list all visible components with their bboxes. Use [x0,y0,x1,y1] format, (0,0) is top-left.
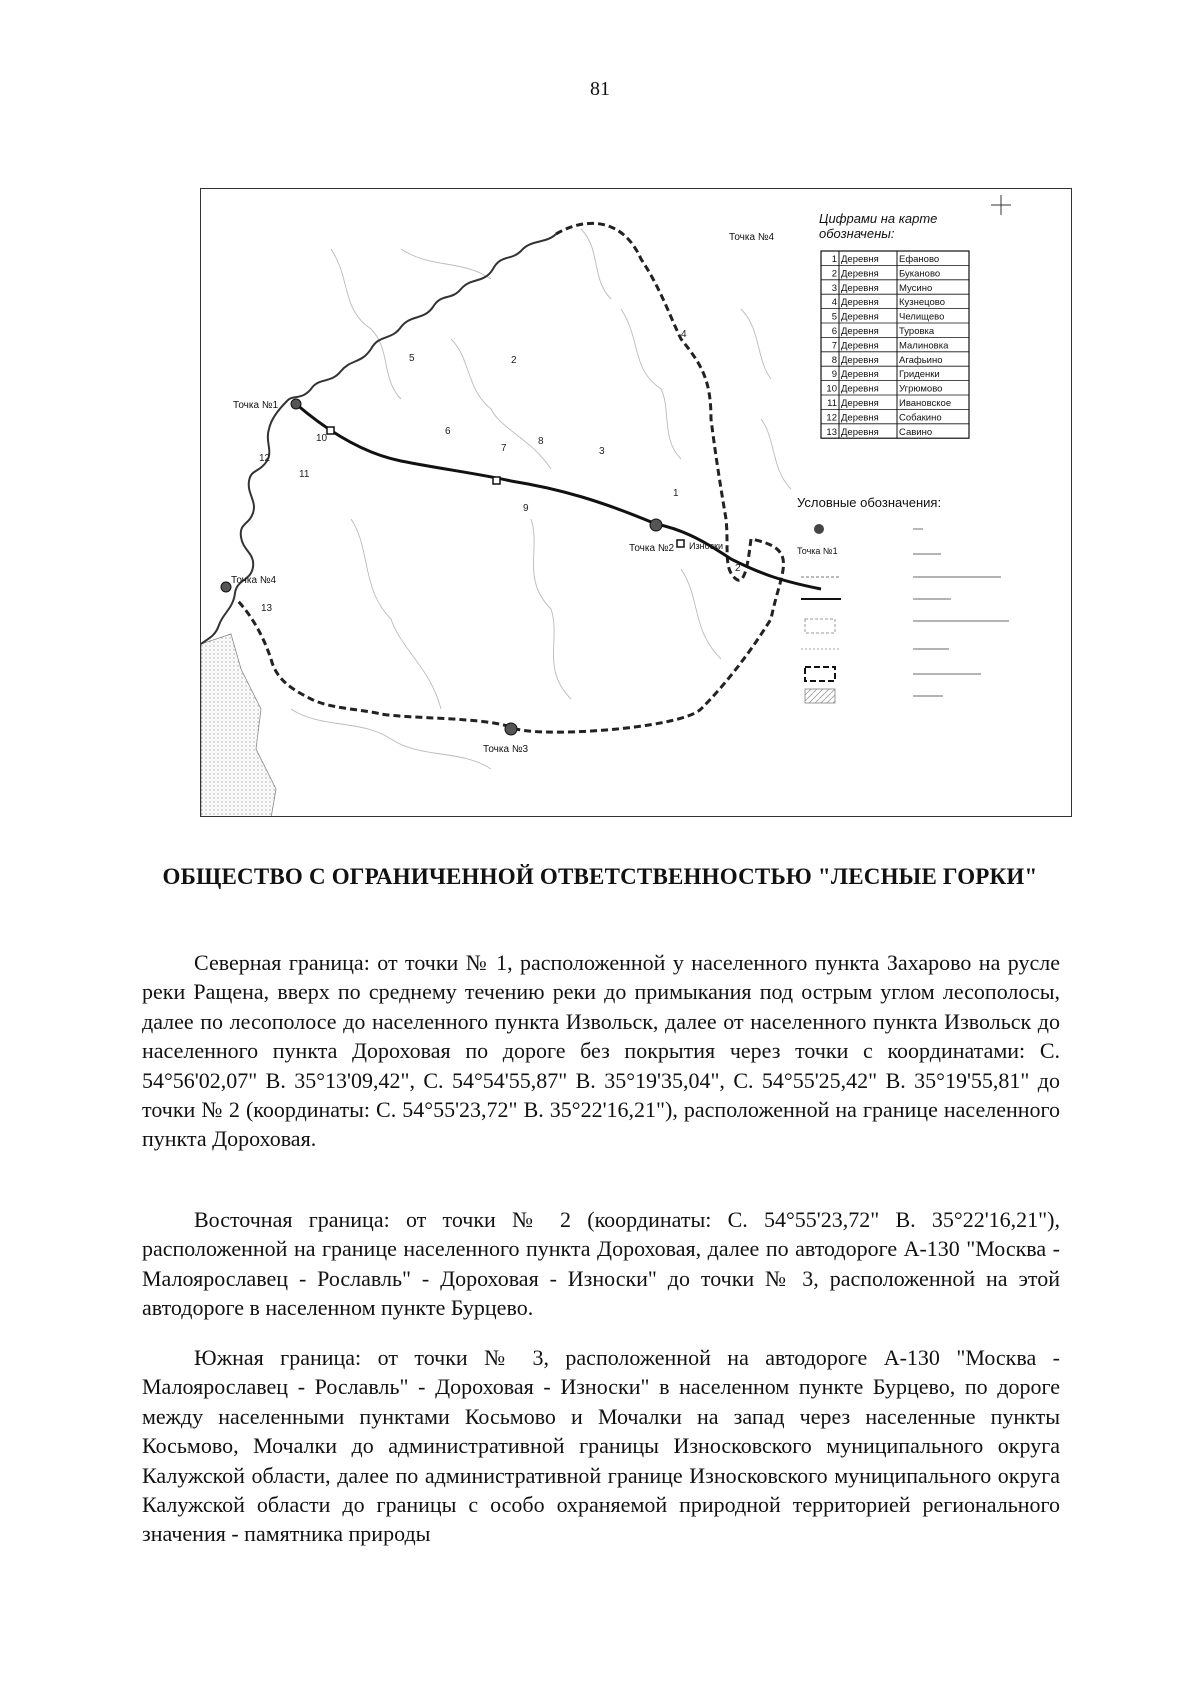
svg-text:9: 9 [523,503,529,514]
svg-text:8: 8 [538,436,544,447]
settlement-marker [493,477,500,484]
legend-descriptions [913,529,1009,696]
boundary-map [200,188,1072,817]
villages-table [821,251,969,438]
svg-text:6: 6 [445,426,451,437]
point-3-marker [505,723,517,735]
svg-text:2: 2 [735,563,741,574]
village-type: Деревня [841,297,879,309]
point-4-west-label: Точка №4 [231,575,277,586]
point-2-label: Точка №2 [629,543,675,554]
point-2-marker [650,519,662,531]
village-type: Деревня [841,340,879,352]
point-1-label: Точка №1 [233,400,279,411]
svg-text:10: 10 [316,433,328,444]
village-type: Деревня [841,398,879,409]
point-4-west-marker [221,582,231,592]
svg-text:13: 13 [261,603,273,614]
point-symbol-icon [814,524,824,534]
road [296,404,821,589]
village-number: 6 [831,326,837,337]
company-heading: ОБЩЕСТВО С ОГРАНИЧЕННОЙ ОТВЕТСТВЕННОСТЬЮ "ЛЕСНЫЕ ГОРКИ" [162,864,1038,889]
village-number: 9 [831,369,837,381]
village-name: Челищево [899,311,945,323]
conventions-title: Условные обозначения: [797,495,942,510]
conventions-point-label: Точка №1 [797,546,838,556]
village-name: Агафьино [899,354,943,366]
village-number: 7 [831,340,837,352]
village-name: Ефаново [899,254,940,265]
village-number: 4 [831,297,837,309]
point-4-north-label: Точка №4 [729,232,775,243]
village-number: 2 [831,268,837,280]
svg-text:11: 11 [299,469,310,480]
village-number: 12 [826,412,837,424]
svg-text:1: 1 [673,488,679,499]
point-3-label: Точка №3 [483,744,529,755]
svg-text:3: 3 [599,446,605,457]
village-name: Буканово [899,268,941,280]
village-type: Деревня [841,282,879,294]
village-numbers [259,329,741,614]
territory-boundary [236,223,784,732]
village-number: 11 [827,398,837,409]
village-type: Деревня [841,354,879,366]
village-name: Собакино [899,412,942,424]
village-name: Савино [899,426,933,438]
village-type: Деревня [841,412,879,424]
svg-text:5: 5 [409,353,415,364]
village-number: 10 [826,383,837,395]
village-type: Деревня [841,254,879,265]
shaded-symbol-icon [805,689,835,703]
village-number: 13 [826,426,837,438]
shaded-area [201,634,276,817]
svg-text:7: 7 [501,443,507,454]
village-number: 8 [831,354,837,366]
village-name: Малиновка [899,340,949,352]
legend-title-line-1: Цифрами на карте [819,211,938,226]
village-name: Мусино [899,282,933,294]
svg-text:4: 4 [681,329,687,340]
village-type: Деревня [841,268,879,280]
north-arrow-icon [991,195,1011,215]
svg-text:12: 12 [259,453,271,464]
north-boundary-paragraph: Северная граница: от точки № 1, расположенной у населенного пункта Захарово на русле реки Ращена, вверх по среднему течению реки до примыкания под острым углом лесополосы, далее по лесополосе до населенного пункта Извольск, далее от населенного пункта Извольск до населенного пункта Дороховая по дороге без покрытия через точки с координатами: С. 54°56'02,07" В. 35°13'09,42", С. 54°54'55,87" В. 35°19'35,04", С. 54°55'25,42" В. 35°19'55,81" до точки № 2 (координаты: С. 54°55'23,72" В. 35°22'16,21"), расположенной на границе населенного пункта Дороховая. [142,950,1060,1152]
village-name: Гриденки [899,369,940,381]
map-canvas [201,189,1072,817]
svg-text:2: 2 [511,355,517,366]
point-1-marker [291,399,301,409]
streams [291,229,791,769]
iznoski-label: Износки [689,541,724,551]
settlement-marker [677,540,684,547]
boundary-points [221,399,684,735]
village-type: Деревня [841,426,879,438]
village-number: 5 [831,311,837,323]
village-type: Деревня [841,311,879,323]
south-boundary-paragraph: Южная граница: от точки № 3, расположенной на автодороге А-130 "Москва - Малоярославец - Рославль" - Дороховая - Износки" в населенном пункте Бурцево, по дороге между населенными пунктами Косьмово и Мочалки на запад через населенные пункты Косьмово, Мочалки до административной границы Износковского муниципального округа Калужской области, далее по административной границе Износковского муниципального округа Калужской области до границы с особо охраняемой природной территорией регионального значения - памятника природы [142,1345,1060,1547]
village-number: 3 [831,282,837,294]
village-name: Кузнецово [899,297,946,309]
legend-title-line-2: обозначены: [819,226,895,241]
village-type: Деревня [841,383,879,395]
settlement-symbol-icon [805,667,835,681]
east-boundary-paragraph: Восточная граница: от точки № 2 (координаты: С. 54°55'23,72" В. 35°22'16,21"), расположенной на границе населенного пункта Дороховая, далее по автодороге А-130 "Москва - Малоярославец - Рославль" - Дороховая - Износки" до точки № 3, расположенной на этой автодороге в населенном пункте Бурцево. [142,1207,1060,1321]
boundary-symbol-icon [805,619,835,633]
village-type: Деревня [841,369,879,381]
village-type: Деревня [841,326,879,337]
village-name: Ивановское [899,398,952,409]
village-number: 1 [831,254,837,265]
village-name: Угрюмово [899,383,943,395]
page-number: 81 [590,78,610,100]
settlement-marker [327,427,334,434]
village-name: Туровка [899,326,935,337]
